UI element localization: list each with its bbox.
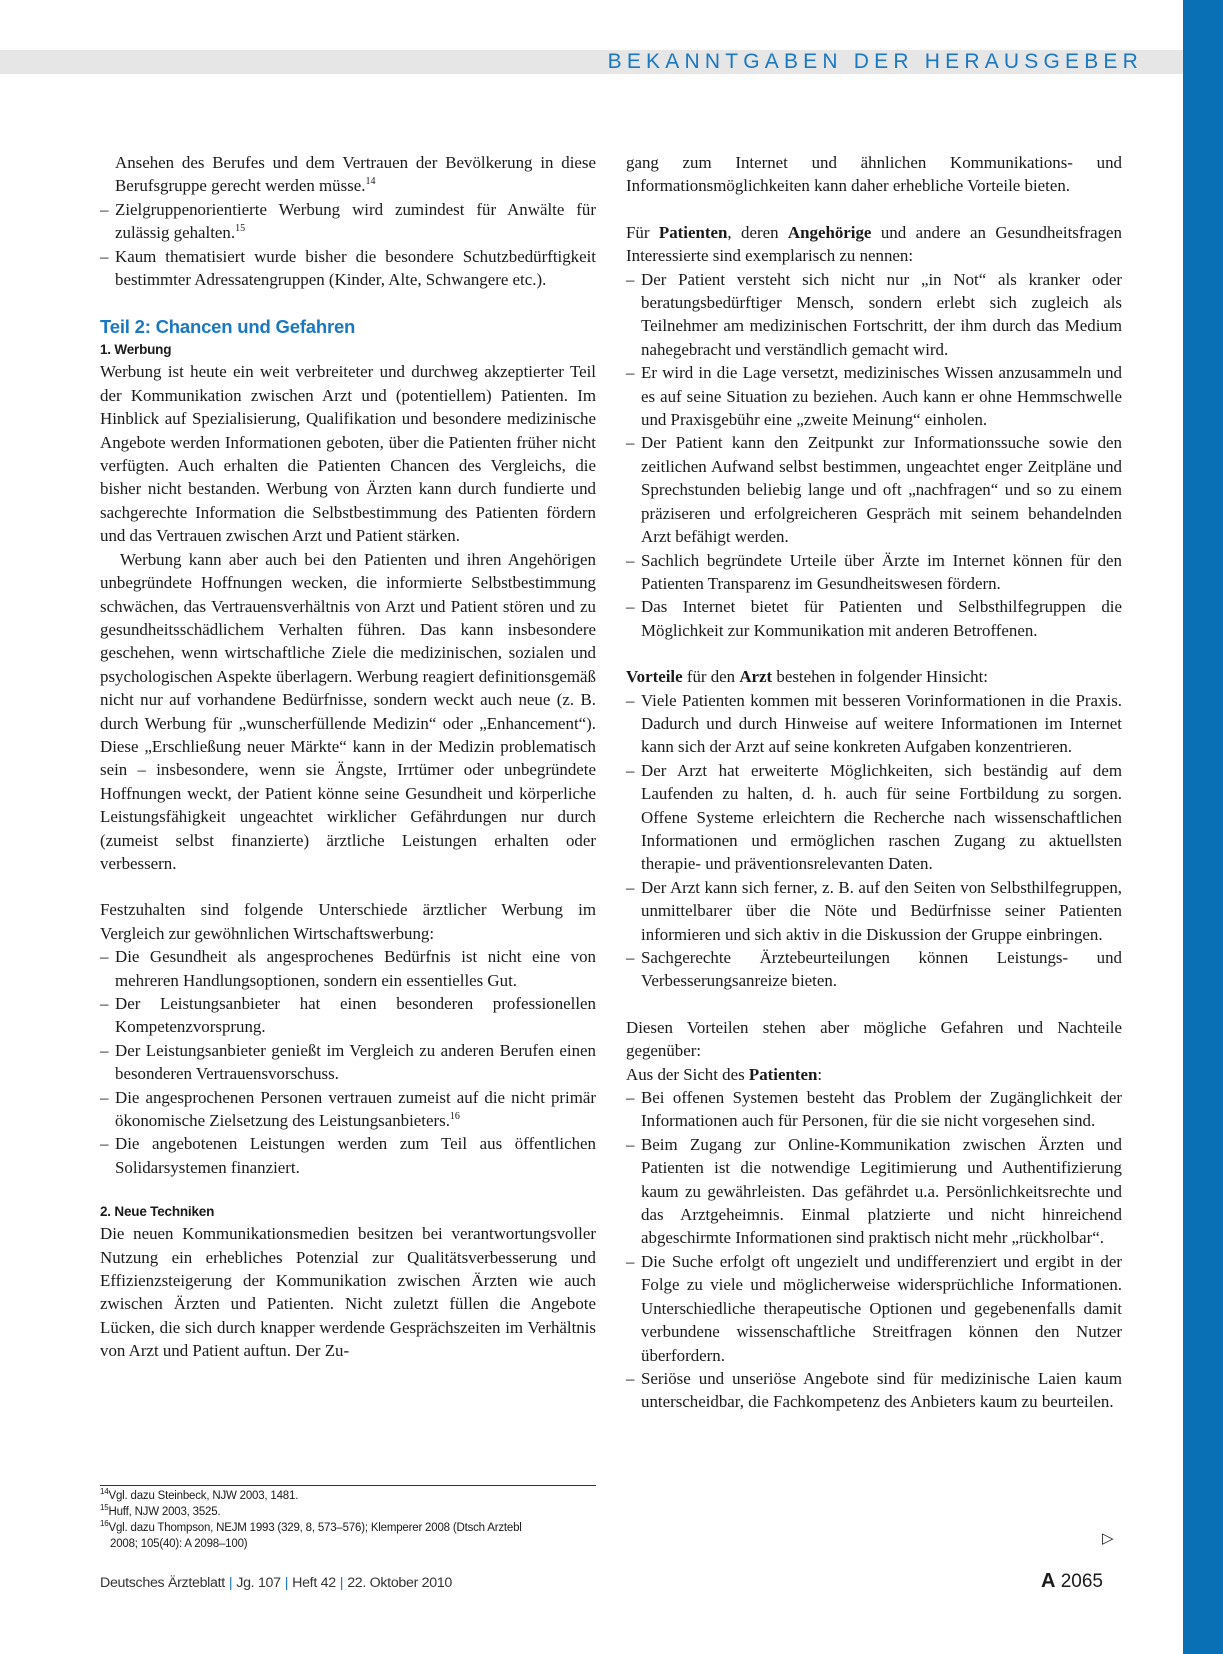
- paragraph: gang zum Internet und ähnlichen Kommunikations- und Informationsmöglichkeiten kann daher erhebliche Vorteile bieten.: [626, 153, 1122, 196]
- right-color-band: [1183, 0, 1223, 1654]
- bullet-list-rules: [100, 198, 596, 292]
- bullet-list-dangers: [626, 1086, 1122, 1414]
- list-item: – Der Patient kann den Zeitpunkt zur Informationssuche sowie den zeitlichen Aufwand selbst bestimmen, ungeachtet enger Zeitpläne und Sprechstunden beliebig lange und oft „nachfragen“ und so zu einem präziseren und erfolgreicheren Gespräch mit seinem behandelnden Arzt befähigt werden.: [626, 431, 1122, 548]
- list-item: – Der Leistungsanbieter hat einen besonderen professionellen Kompetenzvorsprung.: [100, 992, 596, 1039]
- list-item: – Die angebotenen Leistungen werden zum Teil aus öffentlichen Solidarsystemen finanziert.: [100, 1132, 596, 1179]
- footnote-text: Vgl. dazu Steinbeck, NJW 2003, 1481.: [108, 1490, 299, 1502]
- paragraph-patienten-intro: Für Patienten, deren Angehörige und andere an Gesundheitsfragen Interessierte sind exemplarisch zu nennen:: [626, 222, 1122, 266]
- section-title: Teil 2: Chancen und Gefahren: [100, 316, 356, 338]
- footnote-ref[interactable]: 15: [235, 223, 246, 235]
- list-item: – Die Gesundheit als angesprochenes Bedürfnis ist nicht eine von mehreren Handlungsoptionen, sondern ein essentielles Gut.: [100, 945, 596, 992]
- footnote: [100, 1504, 596, 1520]
- list-item: – Er wird in die Lage versetzt, medizinisches Wissen anzusammeln und es auf seine Situation zu beziehen. Auch kann er ohne Hemmschwelle und Praxisgebühr eine „zweite Meinung“ einholen.: [626, 361, 1122, 431]
- list-item: – Das Internet bietet für Patienten und Selbsthilfegruppen die Möglichkeit zur Kommunikation mit anderen Betroffenen.: [626, 595, 1122, 642]
- page-number: A 2065: [1040, 1570, 1103, 1592]
- footnote-number: 16: [100, 1519, 109, 1528]
- list-item: – Kaum thematisiert wurde bisher die besondere Schutzbedürftigkeit bestimmter Adressatengruppen (Kinder, Alte, Schwangere etc.).: [100, 245, 596, 292]
- list-item: – Der Leistungsanbieter genießt im Vergleich zu anderen Berufen einen besonderen Vertrauensvorschuss.: [100, 1039, 596, 1086]
- section-header-title: BEKANNTGABEN DER HERAUSGEBER: [607, 50, 1143, 73]
- bullet-list-doctor-benefits: [626, 689, 1122, 993]
- paragraph-sicht: Aus der Sicht des Patienten:: [626, 1064, 823, 1084]
- footnote-text-continued: 2008; 105(40): A 2098–100): [110, 1538, 248, 1550]
- footnote-ref[interactable]: 16: [449, 1111, 460, 1123]
- list-item: – Der Patient versteht sich nicht nur „in Not“ als kranker oder beratungsbedürftiger Mensch, sondern erlebt sich zugleich als Teilnehmer am medizinischen Fortschritt, der ihm durch das Medium nahegebracht und verständlich gemacht wird.: [626, 268, 1122, 362]
- list-item: – Der Arzt hat erweiterte Möglichkeiten, sich beständig auf dem Laufenden zu halten, d. h. auch für seine Fortbildung zu sorgen. Offene Systeme erleichtern die Recherche nach wissenschaftlichen Informationen und ermöglichen raschen Zugang zu aktuellsten therapie- und präventionsrelevanten Daten.: [626, 759, 1122, 876]
- list-item: – Die Suche erfolgt oft ungezielt und undifferenziert und ergibt in der Folge zu viele und möglicherweise widersprüchliche Informationen. Unterschiedliche therapeutische Optionen und gegebenenfalls damit verbundene wissenschaftliche Streitfragen können den Nutzer überfordern.: [626, 1250, 1122, 1367]
- subsection-title-techniken: 2. Neue Techniken: [100, 1204, 215, 1220]
- footnote-text: Vgl. dazu Thompson, NEJM 1993 (329, 8, 573–576); Klemperer 2008 (Dtsch Arztebl: [108, 1522, 522, 1534]
- paragraph-arzt-intro: Vorteile für den Arzt bestehen in folgender Hinsicht:: [626, 667, 988, 687]
- paragraph: Die neuen Kommunikationsmedien besitzen bei verantwortungsvoller Nutzung ein erhebliches Potenzial zur Qualitätsverbesserung und Effizienzsteigerung der Kommunikation zwischen Ärzten wie auch zwischen Ärzten und Patienten. Nicht zuletzt füllen die Angebote Lücken, die sich durch knapper werdende Gesprächszeiten im Verhältnis von Arzt und Patient auftun. Der Zu-: [100, 1224, 596, 1361]
- left-column: [100, 151, 596, 1363]
- list-item: – Zielgruppenorientierte Werbung wird zumindest für Anwälte für zulässig gehalten.$^{15}$: [100, 198, 596, 245]
- list-item: – Der Arzt kann sich ferner, z. B. auf den Seiten von Selbsthilfegruppen, unmittelbarer über die Nöte und Bedürfnisse seiner Patienten informieren und sich aktiv in die Diskussion der Gruppe einbringen.: [626, 876, 1122, 946]
- footnote-ref[interactable]: 14: [365, 176, 376, 188]
- footnote-text: Huff, NJW 2003, 3525.: [108, 1506, 221, 1518]
- list-item: – Sachlich begründete Urteile über Ärzte im Internet können für den Patienten Transparenz im Gesundheitswesen fördern.: [626, 549, 1122, 596]
- right-column: [626, 151, 1122, 1414]
- footnote-number: 15: [100, 1503, 109, 1512]
- footnote: [100, 1488, 596, 1504]
- subsection-title-werbung: 1. Werbung: [100, 342, 172, 358]
- list-item: – Beim Zugang zur Online-Kommunikation zwischen Ärzten und Patienten ist die notwendige Legitimierung und Authentifizierung kaum zu gewährleisten. Das gefährdet u.a. Persönlichkeitsrechte und das Arztgeheimnis. Einmal platzierte und nicht hinreichend abgeschirmte Informationen sind praktisch nicht mehr „rückholbar“.: [626, 1133, 1122, 1250]
- bullet-list-differences: [100, 945, 596, 1179]
- list-item: Ansehen des Berufes und dem Vertrauen der Bevölkerung in diese Berufsgruppe gerecht werden müsse.$^{14}$: [115, 153, 596, 196]
- list-item: – Bei offenen Systemen besteht das Problem der Zugänglichkeit der Informationen auch für Personen, für die sie nicht vorgesehen sind.: [626, 1086, 1122, 1133]
- footnotes: [100, 1488, 596, 1552]
- list-item: – Viele Patienten kommen mit besseren Vorinformationen in die Praxis. Dadurch und durch Hinweise auf weitere Informationen im Internet kann sich der Arzt auf seine konkreten Aufgaben konzentrieren.: [626, 689, 1122, 759]
- continue-arrow-icon: ▷: [1102, 1529, 1114, 1547]
- footnote: [100, 1520, 596, 1552]
- footnote-number: 14: [100, 1487, 109, 1496]
- list-item: – Die angesprochenen Personen vertrauen zumeist auf die nicht primär ökonomische Zielsetzung des Leistungsanbieters.$^{16}$: [100, 1086, 596, 1133]
- list-item: – Seriöse und unseriöse Angebote sind für medizinische Laien kaum unterscheidbar, die Fachkompetenz des Anbieters kaum zu beurteilen.: [626, 1367, 1122, 1414]
- paragraph: Diesen Vorteilen stehen aber mögliche Gefahren und Nachteile gegenüber:: [626, 1017, 1122, 1061]
- bullet-list-patient-benefits: [626, 268, 1122, 643]
- paragraph: Werbung ist heute ein weit verbreiteter und durchweg akzeptierter Teil der Kommunikation zwischen Arzt und (potentiellem) Patienten. Im Hinblick auf Spezialisierung, Qualifikation und besondere medizinische Angebote werden Informationen geboten, über die Patienten früher nicht verfügten. Auch erhalten die Patienten Chancen des Vergleichs, die bisher nicht bestanden. Werbung von Ärzten kann durch fundierte und sachgerechte Information die Selbstbestimmung des Patienten fördern und das Vertrauen zwischen Arzt und Patient stärken.: [100, 362, 596, 546]
- footer-citation: Deutsches Ärzteblatt | Jg. 107 | Heft 42 | 22. Oktober 2010: [100, 1575, 453, 1591]
- bullet-list-continued: [100, 151, 596, 198]
- footnote-divider: [100, 1485, 596, 1486]
- paragraph: Werbung kann aber auch bei den Patienten und ihren Angehörigen unbegründete Hoffnungen wecken, die informierte Selbstbestimmung schwächen, das Vertrauensverhältnis von Arzt und Patient stören und zu gesundheitsschädlichem Verhalten führen. Das kann insbesondere geschehen, wenn wirtschaftliche Ziele die medizinischen, sozialen und psychologischen Aspekte überlagern. Werbung reagiert definitionsgemäß nicht nur auf vorhandene Bedürfnisse, sondern weckt auch neue (z. B. durch Werbung für „wunscherfüllende Medizin“ oder „Enhancement“). Diese „Erschließung neuer Märkte“ kann in der Medizin problematisch sein – insbesondere, wenn sie Ängste, Irrtümer oder unbegründete Hoffnungen weckt, der Patient könne seine Gesundheit und körperliche Leistungsfähigkeit ungeachtet wirklicher Gefährdungen nur durch (zumeist selbst finanzierte) ärztliche Leistungen erhalten oder verbessern.: [100, 549, 596, 873]
- list-item: – Sachgerechte Ärztebeurteilungen können Leistungs- und Verbesserungsanreize bieten.: [626, 946, 1122, 993]
- paragraph: Festzuhalten sind folgende Unterschiede ärztlicher Werbung im Vergleich zur gewöhnlichen Wirtschaftswerbung:: [100, 900, 596, 943]
